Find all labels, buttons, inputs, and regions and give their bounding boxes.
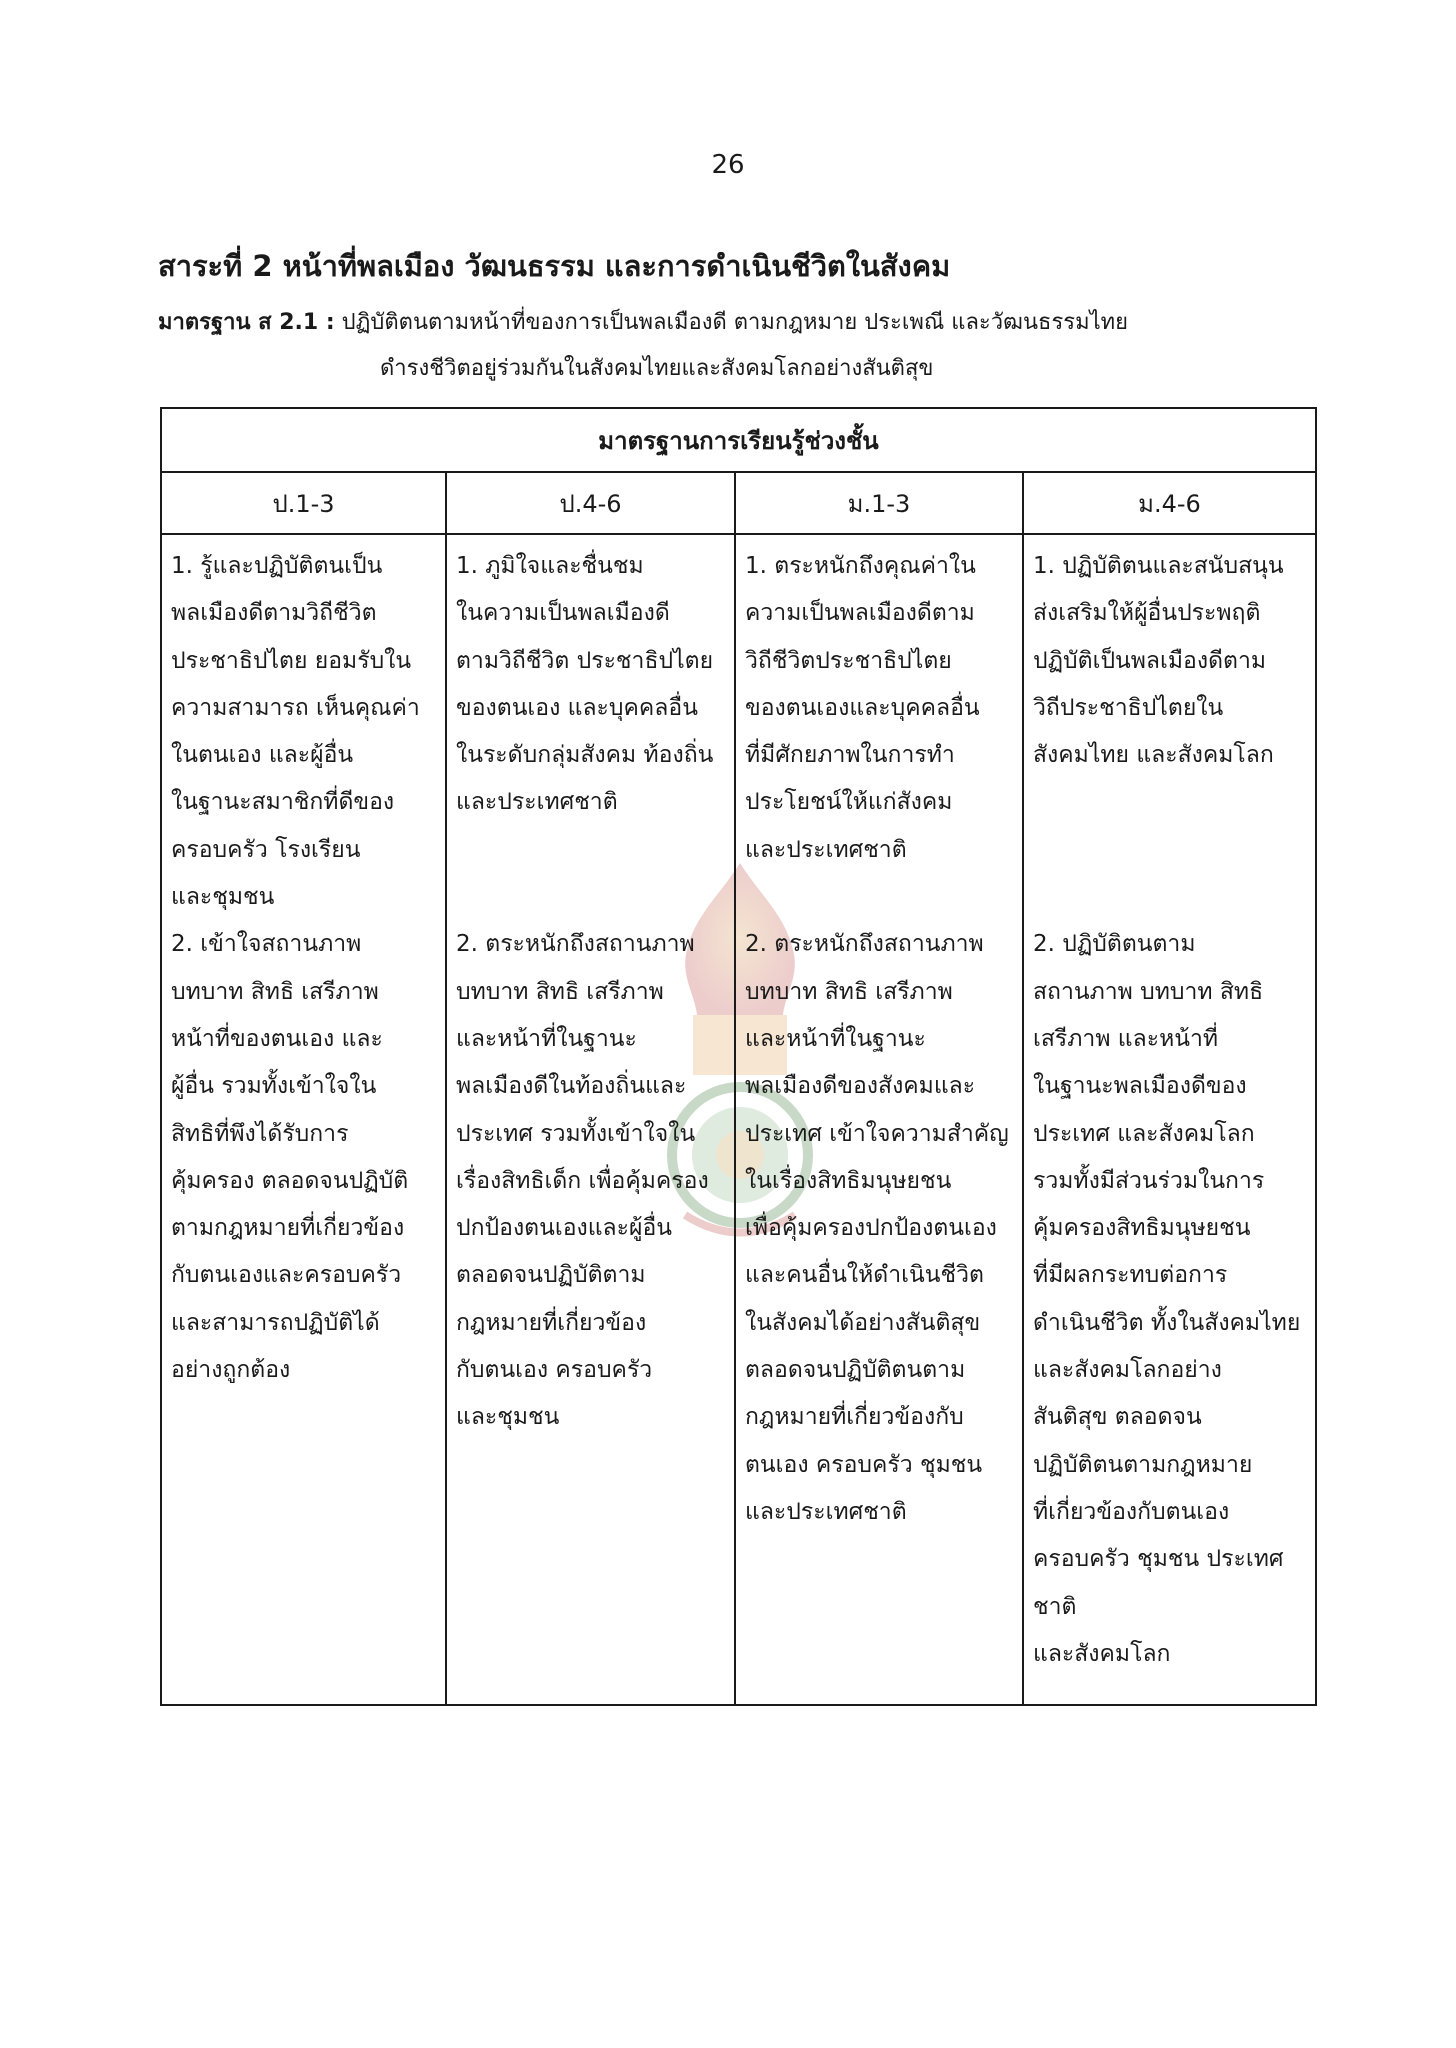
indicator-line: 1. ปฏิบัติตนและสนับสนุน bbox=[1033, 553, 1284, 579]
indicator-line: ตามวิถีชีวิต ประชาธิปไตย bbox=[456, 647, 714, 674]
indicator-line: ตลอดจนปฏิบัติตนตาม bbox=[745, 1357, 966, 1384]
indicator-line: ในฐานะพลเมืองดีของ bbox=[1033, 1073, 1247, 1100]
indicator-1 bbox=[745, 543, 1018, 921]
indicator-line: ของตนเองและบุคคลอื่น bbox=[745, 694, 980, 721]
indicator-line: ปกป้องตนเองและผู้อื่น bbox=[456, 1215, 673, 1242]
indicator-line: สังคมไทย และสังคมโลก bbox=[1033, 742, 1274, 769]
indicator-line: และสังคมโลกอย่าง bbox=[1033, 1357, 1222, 1384]
indicator-line: อย่างถูกต้อง bbox=[171, 1357, 291, 1384]
indicator-line: บทบาท สิทธิ เสรีภาพ bbox=[456, 978, 664, 1005]
indicator-line bbox=[1033, 827, 1311, 874]
indicator-line: และประเทศชาติ bbox=[456, 789, 618, 816]
indicator-line: บทบาท สิทธิ เสรีภาพ bbox=[745, 978, 953, 1005]
indicator-line: รวมทั้งมีส่วนร่วมในการ bbox=[1033, 1167, 1265, 1194]
standard-text-line-1: ปฏิบัติตนตามหน้าที่ของการเป็นพลเมืองดี ตามกฎหมาย ประเพณี และวัฒนธรรมไทย bbox=[341, 310, 1129, 335]
indicator-line: ในสังคมได้อย่างสันติสุข bbox=[745, 1309, 981, 1336]
indicator-line bbox=[1033, 779, 1311, 826]
indicator-1 bbox=[171, 543, 441, 921]
indicator-line: กฎหมายที่เกี่ยวข้อง bbox=[456, 1309, 647, 1336]
indicator-line: ในตนเอง และผู้อื่น bbox=[171, 742, 354, 769]
indicator-line bbox=[456, 827, 730, 874]
indicator-line: 2. ตระหนักถึงสถานภาพ bbox=[456, 931, 695, 958]
indicator-line: และชุมชน bbox=[456, 1404, 560, 1431]
indicator-line bbox=[456, 874, 730, 921]
grade-header-p4-6: ป.4-6 bbox=[446, 472, 735, 534]
grade-cell-m4-6 bbox=[1023, 534, 1316, 1705]
table-title: มาตรฐานการเรียนรู้ช่วงชั้น bbox=[161, 408, 1316, 472]
indicator-line: 2. เข้าใจสถานภาพ bbox=[171, 931, 362, 958]
indicator-line: 1. ภูมิใจและชื่นชม bbox=[456, 553, 644, 579]
indicator-line: 2. ตระหนักถึงสถานภาพ bbox=[745, 931, 984, 958]
indicator-line: กับตนเอง ครอบครัว bbox=[456, 1357, 653, 1384]
indicator-line: วิถีประชาธิปไตยใน bbox=[1033, 694, 1224, 721]
grade-level-standards-table bbox=[160, 407, 1317, 1706]
indicator-line: กฎหมายที่เกี่ยวข้องกับ bbox=[745, 1404, 964, 1431]
standard-line-1 bbox=[158, 300, 1308, 346]
indicator-1 bbox=[1033, 543, 1311, 921]
indicator-line: พลเมืองดีตามวิถีชีวิต bbox=[171, 600, 377, 627]
indicator-line: ตามกฎหมายที่เกี่ยวข้อง bbox=[171, 1215, 405, 1242]
indicator-line: สันติสุข ตลอดจน bbox=[1033, 1404, 1202, 1431]
indicator-line: ที่เกี่ยวข้องกับตนเอง bbox=[1033, 1498, 1230, 1525]
indicator-1 bbox=[456, 543, 730, 921]
indicator-line: คุ้มครอง ตลอดจนปฏิบัติ bbox=[171, 1167, 409, 1194]
indicator-line: ประเทศ เข้าใจความสำคัญ bbox=[745, 1120, 1009, 1147]
indicator-line: 1. ตระหนักถึงคุณค่าใน bbox=[745, 553, 976, 579]
indicator-line: ประชาธิปไตย ยอมรับใน bbox=[171, 647, 412, 674]
standard-text-line-2: ดำรงชีวิตอยู่ร่วมกันในสังคมไทยและสังคมโลกอย่างสันติสุข bbox=[380, 356, 934, 381]
page-number: 26 bbox=[711, 150, 745, 180]
indicator-line: ประเทศ และสังคมโลก bbox=[1033, 1120, 1255, 1147]
grade-header-m1-3: ม.1-3 bbox=[735, 472, 1023, 534]
indicator-line: ความเป็นพลเมืองดีตาม bbox=[745, 600, 975, 627]
indicator-line: ที่มีศักยภาพในการทำ bbox=[745, 742, 955, 769]
indicator-line: กับตนเองและครอบครัว bbox=[171, 1262, 402, 1289]
indicator-line: ส่งเสริมให้ผู้อื่นประพฤติ bbox=[1033, 600, 1261, 627]
indicator-line: ของตนเอง และบุคคลอื่น bbox=[456, 694, 698, 721]
indicator-line: และหน้าที่ในฐานะ bbox=[456, 1025, 637, 1052]
grade-cell-p4-6 bbox=[446, 534, 735, 1705]
indicator-line: ครอบครัว โรงเรียน bbox=[171, 836, 361, 863]
indicator-line: พลเมืองดีของสังคมและ bbox=[745, 1073, 976, 1100]
indicator-line: ความสามารถ เห็นคุณค่า bbox=[171, 694, 420, 721]
strand-title: สาระที่ 2 หน้าที่พลเมือง วัฒนธรรม และการดำเนินชีวิตในสังคม bbox=[158, 249, 951, 283]
indicator-2 bbox=[745, 921, 1018, 1536]
indicator-line: หน้าที่ของตนเอง และ bbox=[171, 1025, 383, 1052]
indicator-line: ประเทศ รวมทั้งเข้าใจใน bbox=[456, 1120, 696, 1147]
indicator-line: 2. ปฏิบัติตนตาม bbox=[1033, 931, 1196, 958]
indicator-line bbox=[1033, 874, 1311, 921]
indicator-line: ปฏิบัติเป็นพลเมืองดีตาม bbox=[1033, 647, 1267, 674]
indicator-line: บทบาท สิทธิ เสรีภาพ bbox=[171, 978, 379, 1005]
grade-cell-p1-3 bbox=[161, 534, 446, 1705]
standard-label: มาตรฐาน ส 2.1 : bbox=[158, 310, 335, 335]
indicator-line: 1. รู้และปฏิบัติตนเป็น bbox=[171, 553, 383, 579]
indicator-line: ปฏิบัติตนตามกฎหมาย bbox=[1033, 1451, 1253, 1478]
indicator-line: ตลอดจนปฏิบัติตาม bbox=[456, 1262, 646, 1289]
indicator-line: พลเมืองดีในท้องถิ่นและ bbox=[456, 1073, 687, 1100]
indicator-2 bbox=[456, 921, 730, 1441]
indicator-line bbox=[745, 874, 1018, 921]
grade-cell-m1-3 bbox=[735, 534, 1023, 1705]
indicator-line: และสามารถปฏิบัติได้ bbox=[171, 1309, 380, 1336]
indicator-line: ครอบครัว ชุมชน ประเทศชาติ bbox=[1033, 1546, 1284, 1620]
indicator-line: เรื่องสิทธิเด็ก เพื่อคุ้มครอง bbox=[456, 1167, 709, 1194]
indicator-line: ประโยชน์ให้แก่สังคม bbox=[745, 789, 953, 816]
indicator-line: และประเทศชาติ bbox=[745, 1498, 907, 1525]
indicator-2 bbox=[1033, 921, 1311, 1678]
indicator-line: ตนเอง ครอบครัว ชุมชน bbox=[745, 1451, 983, 1478]
standard-statement bbox=[158, 300, 1308, 392]
indicator-line: และสังคมโลก bbox=[1033, 1640, 1171, 1667]
indicator-line: ผู้อื่น รวมทั้งเข้าใจใน bbox=[171, 1073, 377, 1100]
indicator-line: และคนอื่นให้ดำเนินชีวิต bbox=[745, 1262, 984, 1289]
grade-header-m4-6: ม.4-6 bbox=[1023, 472, 1316, 534]
grade-header-p1-3: ป.1-3 bbox=[161, 472, 446, 534]
indicator-line: วิถีชีวิตประชาธิปไตย bbox=[745, 647, 952, 674]
indicator-line: และประเทศชาติ bbox=[745, 836, 907, 863]
indicator-line: ดำเนินชีวิต ทั้งในสังคมไทย bbox=[1033, 1309, 1301, 1336]
indicator-line: ในฐานะสมาชิกที่ดีของ bbox=[171, 789, 395, 816]
indicator-line: และหน้าที่ในฐานะ bbox=[745, 1025, 926, 1052]
indicator-line: สิทธิที่พึงได้รับการ bbox=[171, 1120, 349, 1147]
indicator-line: ในระดับกลุ่มสังคม ท้องถิ่น bbox=[456, 742, 714, 769]
indicator-line: ในเรื่องสิทธิมนุษยชน bbox=[745, 1167, 952, 1194]
indicator-line: ที่มีผลกระทบต่อการ bbox=[1033, 1262, 1228, 1289]
indicator-line: คุ้มครองสิทธิมนุษยชน bbox=[1033, 1215, 1251, 1242]
indicator-line: สถานภาพ บทบาท สิทธิ bbox=[1033, 978, 1264, 1005]
indicator-line: เสรีภาพ และหน้าที่ bbox=[1033, 1025, 1219, 1052]
indicator-line: ในความเป็นพลเมืองดี bbox=[456, 600, 670, 627]
indicator-2 bbox=[171, 921, 441, 1394]
indicator-line: และชุมชน bbox=[171, 884, 275, 911]
indicator-line: เพื่อคุ้มครองปกป้องตนเอง bbox=[745, 1215, 997, 1242]
